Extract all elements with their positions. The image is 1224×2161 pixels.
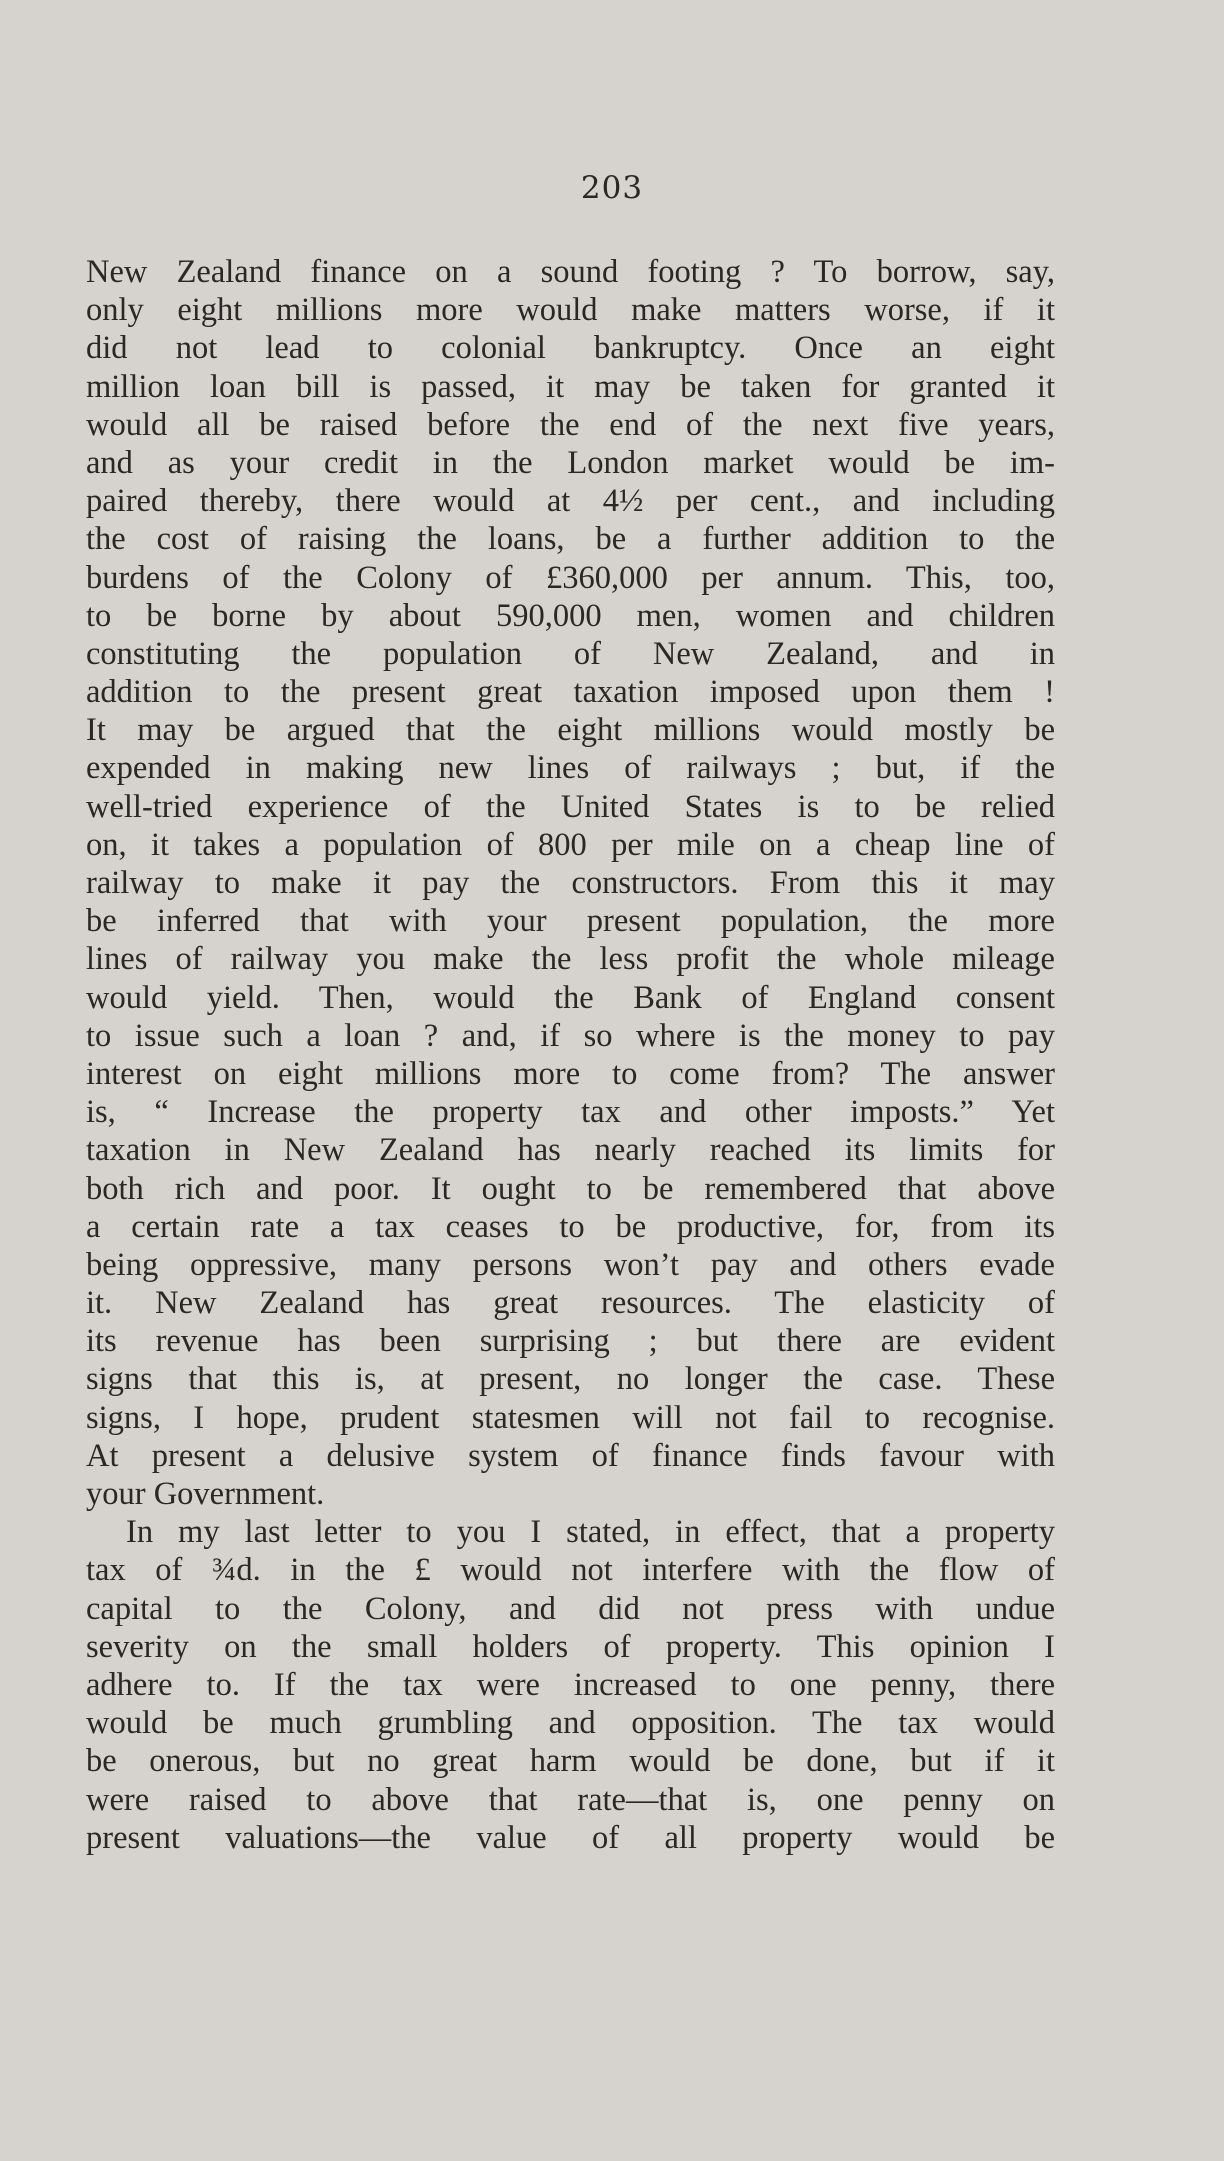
text-line: being oppressive, many persons won’t pay and others evade	[86, 1246, 1055, 1283]
text-line: capital to the Colony, and did not press with undue	[86, 1590, 1055, 1627]
text-line: well-tried experience of the United States is to be relied	[86, 788, 1055, 825]
text-line: signs that this is, at present, no longer the case. These	[86, 1361, 1055, 1398]
text-line: the cost of raising the loans, be a further addition to the	[86, 521, 1055, 558]
text-line: is, “ Increase the property tax and other imposts.” Yet	[86, 1094, 1055, 1131]
page-number: 203	[580, 170, 644, 206]
text-line: At present a delusive system of finance finds favour with	[86, 1437, 1055, 1474]
text-line: million loan bill is passed, it may be taken for granted it	[86, 368, 1055, 405]
text-line: to be borne by about 590,000 men, women and children	[86, 597, 1055, 634]
text-line: It may be argued that the eight millions would mostly be	[86, 712, 1055, 749]
page-body-text	[86, 253, 1055, 1857]
text-line: severity on the small holders of property. This opinion I	[86, 1628, 1055, 1665]
text-line: your Government.	[86, 1476, 325, 1512]
text-line: constituting the population of New Zealand, and in	[86, 635, 1055, 672]
text-line: railway to make it pay the constructors. From this it may	[86, 865, 1055, 901]
text-line: a certain rate a tax ceases to be productive, for, from its	[86, 1208, 1055, 1245]
text-line: and as your credit in the London market would be im-	[86, 444, 1055, 481]
text-line: lines of railway you make the less profit the whole mileage	[86, 941, 1055, 978]
paragraph-2	[86, 1513, 1055, 1857]
text-line: would yield. Then, would the Bank of England consent	[86, 979, 1055, 1016]
text-line: only eight millions more would make matters worse, if it	[86, 292, 1055, 329]
text-line: its revenue has been surprising ; but there are evident	[86, 1323, 1055, 1360]
text-line: adhere to. If the tax were increased to one penny, there	[86, 1666, 1055, 1703]
text-line: paired thereby, there would at 4½ per cent., and including	[86, 483, 1055, 520]
text-line: In my last letter to you I stated, in effect, that a property	[126, 1514, 1055, 1551]
text-line: addition to the present great taxation imposed upon them !	[86, 674, 1055, 711]
text-line: did not lead to colonial bankruptcy. Once an eight	[86, 330, 1055, 367]
text-line: be inferred that with your present population, the more	[86, 903, 1055, 940]
text-line: present valuations—the value of all property would be	[86, 1819, 1055, 1856]
text-line: interest on eight millions more to come from? The answer	[86, 1055, 1055, 1092]
text-line: were raised to above that rate—that is, one penny on	[86, 1781, 1055, 1818]
text-line: tax of ¾d. in the £ would not interfere with the flow of	[86, 1552, 1055, 1589]
text-line: taxation in New Zealand has nearly reached its limits for	[86, 1132, 1055, 1169]
paragraph-1	[86, 253, 1055, 1513]
text-line: New Zealand finance on a sound footing ? To borrow, say,	[86, 254, 1055, 290]
text-line: to issue such a loan ? and, if so where is the money to pay	[86, 1017, 1055, 1054]
text-line: both rich and poor. It ought to be remembered that above	[86, 1170, 1055, 1207]
text-line: expended in making new lines of railways ; but, if the	[86, 750, 1055, 787]
text-line: on, it takes a population of 800 per mile on a cheap line of	[86, 826, 1055, 863]
text-line: burdens of the Colony of £360,000 per annum. This, too,	[86, 559, 1055, 596]
text-line: would all be raised before the end of the next five years,	[86, 406, 1055, 443]
text-line: signs, I hope, prudent statesmen will not fail to recognise.	[86, 1399, 1055, 1436]
text-line: would be much grumbling and opposition. The tax would	[86, 1705, 1055, 1742]
text-line: it. New Zealand has great resources. The elasticity of	[86, 1285, 1055, 1322]
text-line: be onerous, but no great harm would be done, but if it	[86, 1743, 1055, 1780]
